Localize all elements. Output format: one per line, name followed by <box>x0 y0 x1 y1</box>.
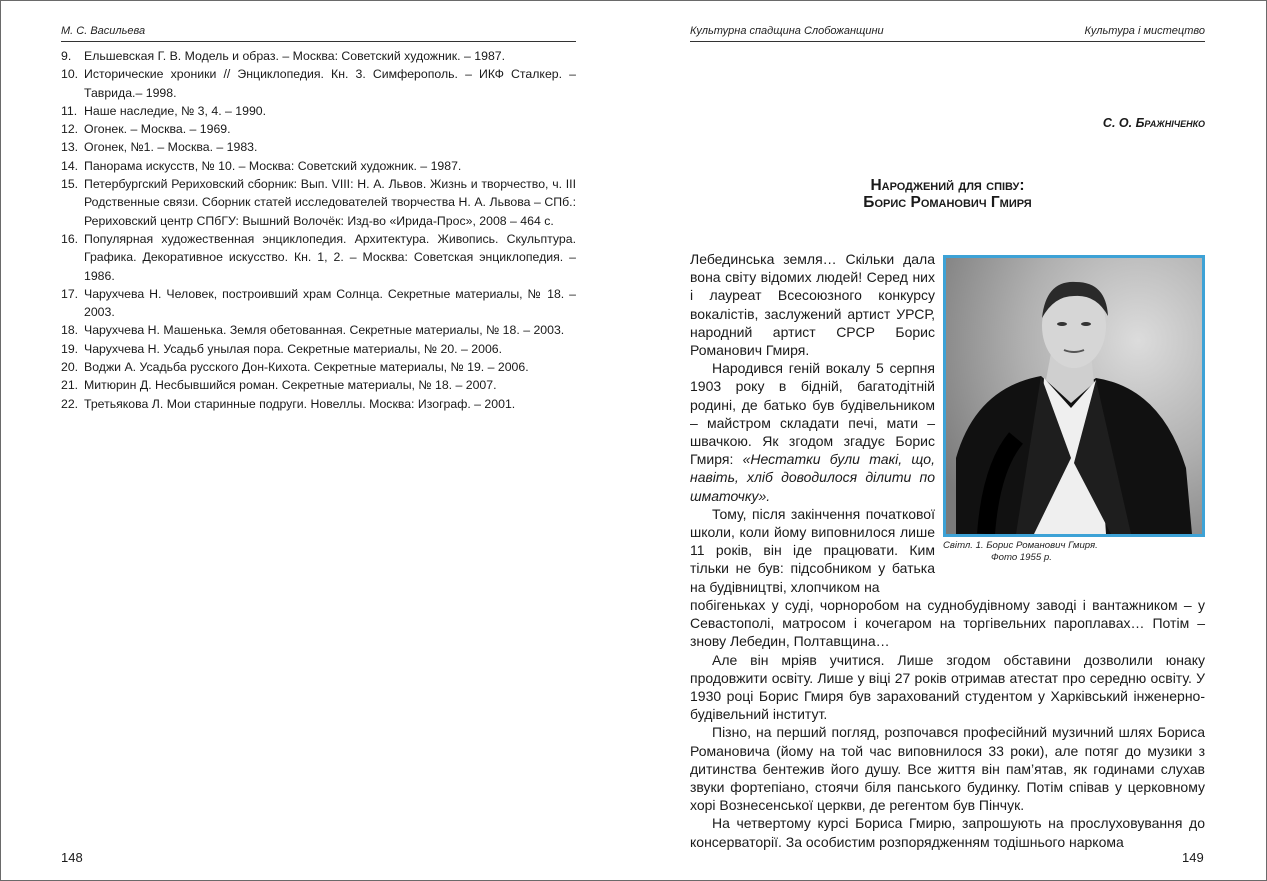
reference-number: 11. <box>61 103 78 118</box>
reference-number: 18. <box>61 323 79 338</box>
reference-text: Огонек, №1. – Москва. – 1983. <box>84 140 258 155</box>
reference-item <box>61 175 576 230</box>
reference-number: 15. <box>61 177 79 192</box>
reference-item <box>61 321 576 339</box>
reference-list <box>61 47 576 413</box>
paragraph-2 <box>690 359 935 505</box>
reference-text: Огонек. – Москва. – 1969. <box>84 122 231 137</box>
right-running-head <box>690 25 1205 42</box>
reference-number: 19. <box>61 341 79 356</box>
left-page-number: 148 <box>61 850 83 865</box>
reference-text: Чарухчева Н. Человек, построивший храм Солнца. Секретные материалы, № 18. – 2003. <box>84 286 576 320</box>
paragraph-6: На четвертому курсі Бориса Гмирю, запрошують на прослуховування до консерваторії. За особистим розпорядженням тодішнього наркома <box>690 815 1205 850</box>
left-running-head-author: М. С. Васильева <box>61 25 146 37</box>
reference-item <box>61 376 576 394</box>
reference-text: Воджи А. Усадьба русского Дон-Кихота. Секретные материалы, № 19. – 2006. <box>84 360 529 375</box>
reference-number: 17. <box>61 286 79 301</box>
portrait-photo <box>943 255 1205 537</box>
reference-text: Митюрин Д. Несбывшийся роман. Секретные материалы, № 18. – 2007. <box>84 378 497 393</box>
paragraph-2-text: Народився геній вокалу 5 серпня 1903 року в бідній, багатодітній родині, де батько був будівельником – майстром складати печі, мати – швачкою. Як згодом згадує Борис Гмиря: <box>690 360 935 468</box>
reference-item <box>61 157 576 175</box>
reference-item <box>61 230 576 285</box>
article-title-line2: Борис Романович Гмиря <box>863 194 1032 211</box>
article-title <box>690 177 1205 211</box>
author-surname: Бражніченко <box>1135 116 1205 130</box>
reference-number: 13. <box>61 140 79 155</box>
reference-item <box>61 285 576 322</box>
reference-number: 9. <box>61 49 72 63</box>
reference-text: Петербургский Рериховский сборник: Вып. VIII: Н. А. Львов. Жизнь и творчество, ч. III Родственные связи. Сборник статей исследователей творчества Н. А. Львова – СПб.: Рериховский центр СПбГУ: Вышний Волочёк: Изд-во «Ирида-Прос», 2008 – 464 с. <box>84 177 576 228</box>
reference-text: Наше наследие, № 3, 4. – 1990. <box>84 103 267 118</box>
reference-item <box>61 120 576 138</box>
reference-item <box>61 358 576 376</box>
portrait-figure <box>943 255 1205 564</box>
reference-number: 16. <box>61 231 79 246</box>
reference-text: Популярная художественная энциклопедия. Архитектура. Живопись. Скульптура. Графика. Декоративное искусство. Кн. 1, 2. – Москва: Советская энциклопедия. – 1986. <box>84 231 576 283</box>
reference-item <box>61 395 576 413</box>
reference-item <box>61 340 576 358</box>
reference-text: Панорама искусств, № 10. – Москва: Советский художник. – 1987. <box>84 158 462 173</box>
running-head-journal: Культурна спадщина Слобожанщини <box>690 25 884 37</box>
reference-number: 14. <box>61 158 79 173</box>
figure-caption <box>943 540 1205 564</box>
portrait-illustration <box>946 258 1202 534</box>
left-running-head <box>61 25 576 42</box>
reference-item <box>61 65 576 102</box>
article-body-narrow-column <box>690 250 935 596</box>
reference-item <box>61 138 576 156</box>
reference-number: 12. <box>61 122 79 137</box>
reference-text: Ельшевская Г. В. Модель и образ. – Москва: Советский художник. – 1987. <box>84 49 506 63</box>
article-body-wide-column <box>690 596 1205 851</box>
paragraph-5: Пізно, на перший погляд, розпочався професійний музичний шлях Бориса Романовича (йому на той час виповнилося 33 роки), але потяг до музики з дитинства бентежив його душу. Все життя він пам’ятав, як годинами слухав звуки фортепіано, стоячи біля панського будинку. Потім співав у церковному хорі Вознесенської церкви, де регентом був Пінчук. <box>690 724 1205 814</box>
reference-text: Чарухчева Н. Машенька. Земля обетованная. Секретные материалы, № 18. – 2003. <box>84 323 565 338</box>
paragraph-2-quote: «Нестатки були такі, що, навіть, хліб доводилося ділити по шматочку». <box>690 451 935 504</box>
paragraph-4: Але він мріяв учитися. Лише згодом обставини дозволили юнаку продовжити освіту. Лише у віці 27 років отримав атестат про середню освіту. У 1930 році Борис Гмиря був зарахований студентом у Харківський інженерно-будівельний інститут. <box>690 651 1205 723</box>
reference-item <box>61 102 576 120</box>
reference-text: Третьякова Л. Мои старинные подруги. Новеллы. Москва: Изограф. – 2001. <box>84 396 516 411</box>
running-head-section: Культура і мистецтво <box>1084 25 1205 37</box>
article-title-line1: Народжений для співу: <box>870 177 1025 194</box>
article-author <box>690 116 1205 130</box>
reference-text: Исторические хроники // Энциклопедия. Кн. 3. Симферополь. – ИКФ Сталкер. – Таврида.– 1998. <box>84 67 576 100</box>
author-initials: С. О. <box>1102 116 1136 130</box>
reference-text: Чарухчева Н. Усадьб унылая пора. Секретные материалы, № 20. – 2006. <box>84 341 503 356</box>
reference-number: 21. <box>61 378 79 393</box>
caption-line-2: Фото 1955 р. <box>991 552 1052 563</box>
caption-line-1: Світл. 1. Борис Романович Гмиря. <box>943 540 1098 551</box>
paragraph-3-continued: побігеньках у суді, чорноробом на суднобудівному заводі і вантажником – у Севастополі, матросом і кочегаром на торгівельних пароплавах… Потім – знову Лебедин, Полтавщина… <box>690 597 1205 650</box>
paragraph-1: Лебединська земля… Скільки дала вона світу відомих людей! Серед них і лауреат Всесоюзного конкурсу вокалістів, заслужений артист УРСР, народний артист СРСР Борис Романович Гмиря. <box>690 251 935 359</box>
reference-number: 22. <box>61 396 79 411</box>
paragraph-3: Тому, після закінчення початкової школи, коли йому виповнилося лише 11 років, він іде працювати. Ким тільки не був: підсобником у батька на будівництві, хлопчиком на <box>690 505 935 595</box>
right-page-number: 149 <box>1182 850 1204 865</box>
reference-number: 20. <box>61 360 79 375</box>
reference-number: 10. <box>61 67 79 82</box>
reference-item <box>61 47 576 65</box>
